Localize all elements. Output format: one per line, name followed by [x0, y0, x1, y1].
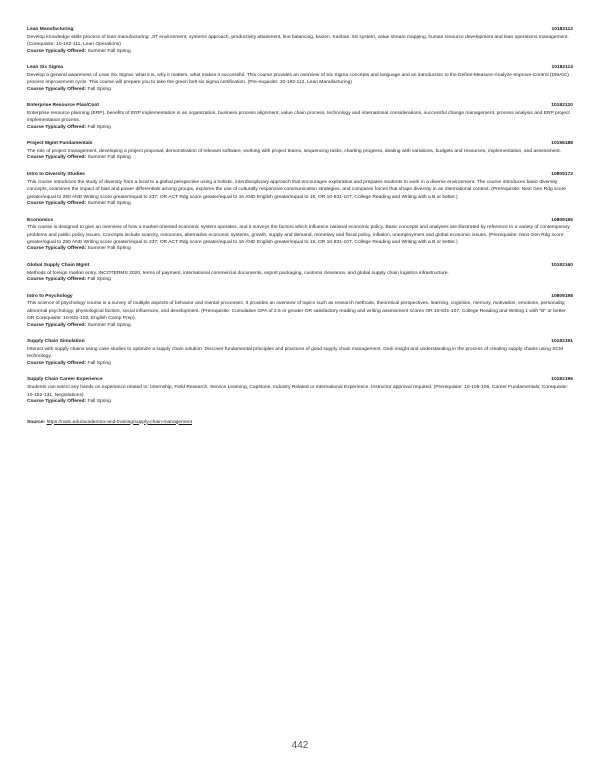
course-description: Enterprise resource planning (ERP), benefits of ERP implementation in an organization, business process alignment, value chain process, technology and international considerations, successful change management, process analysis and ERP project implementation process. [27, 110, 570, 124]
course-offered [27, 155, 573, 162]
offered-label: Course Typically Offered: [27, 398, 87, 404]
offered-label: Course Typically Offered: [27, 246, 87, 252]
course-offered [27, 125, 573, 132]
source-line [27, 420, 573, 427]
course-offered [27, 246, 573, 253]
offered-label: Course Typically Offered: [27, 86, 87, 92]
course-title: Enterprise Resource Plan/Cont [27, 103, 100, 109]
course-title: Intro to Diversity Studies [27, 172, 85, 178]
course-entry [27, 294, 573, 330]
course-entry [27, 377, 573, 405]
offered-terms: Summer Fall Spring [87, 246, 131, 252]
course-entry [27, 263, 573, 284]
offered-terms: Fall Spring [87, 86, 111, 92]
course-description: Develop knowledge skills process of lean manufacturing: JIT environment, systems approach, productivity attainment, line balancing, kaizen, Kanban. 5S system, value stream mapping, human resource development and lean operations management. (Corequisite: 10-182-111, Lean Operations) [27, 34, 569, 48]
course-code: 10182112 [551, 27, 573, 32]
course-entry [27, 27, 573, 55]
course-entry [27, 65, 573, 93]
course-code: 10809172 [551, 172, 573, 178]
offered-label: Course Typically Offered: [27, 124, 87, 130]
course-offered [27, 49, 573, 56]
course-title: Lean Manufacturing [27, 27, 74, 32]
offered-terms: Summer Fall Spring [87, 155, 131, 161]
course-description: Students can select any hands on experience related to: Internship, Field Research, Service Learning, Capstone, Industry Related or International Experience. Instructor approval required. (Prerequisite: 10-105-105, Career Fundamentals; Corequisite: 10-182-131, Negotiations) [27, 385, 568, 398]
course-entry [27, 141, 573, 162]
course-code: 10182196 [551, 377, 573, 383]
course-offered [27, 399, 573, 406]
offered-terms: Fall Spring [87, 124, 111, 130]
course-title: Intro to Psychology [27, 293, 73, 299]
offered-label: Course Typically Offered: [27, 360, 87, 366]
course-code: 10182191 [551, 339, 573, 345]
course-offered [27, 277, 573, 284]
course-title: Supply Chain Career Experience [27, 377, 103, 383]
course-entry [27, 103, 573, 131]
course-offered [27, 361, 573, 368]
source-link[interactable]: https://nwtc.edu/academics-and-training/supply-chain-management [46, 419, 193, 425]
course-offered [27, 201, 573, 208]
course-title: Economics [27, 217, 54, 223]
course-description: Develop a general awareness of Lean Six Sigma: what it is, why it matters, what makes it successful. This course provides an overview of Six Sigma concepts and language and an introduction to the Define-Measure-Analyze-Improve-Control (DMAIC) process improvement cycle. This course will prepare you to take the green belt six sigma certification. (Pre-requisite: 10-182-112, Lean Manufacturing) [27, 72, 569, 86]
offered-label: Course Typically Offered: [27, 200, 87, 206]
course-offered [27, 323, 573, 330]
course-title: Project Mgmt Fundamentals [27, 141, 93, 147]
course-description: Interact with supply chains using case studies to optimize a supply chain solution. Discover fundamental principles and practices of good supply chain management. Gain insight and understanding in the process of creating supply chains using SCM technology. [27, 346, 564, 360]
course-entry [27, 339, 573, 367]
page-number: 442 [291, 740, 309, 751]
offered-terms: Fall Spring [87, 398, 111, 404]
course-title: Lean Six Sigma [27, 65, 64, 71]
course-description: Methods of foreign market entry, INCOTERMS 2020, terms of payment, international commercial documents, export packaging, customs clearance, and global supply chain logistics infrastructure. [27, 270, 449, 276]
offered-terms: Summer Fall Spring [87, 322, 131, 328]
course-list [27, 27, 573, 426]
course-code: 10182114 [551, 65, 573, 71]
offered-terms: Fall Spring [87, 360, 111, 366]
course-description: This course is designed to give an overview of how a market-oriented economic system operates, and it surveys the factors which influence national economic policy. Basic concepts and analyses are illustrated by reference to a variety of contemporary problems and public policy issues. Concepts include scarcity, resources, alternative economic systems, growth, supply and demand, monetary and fiscal policy, inflation, unemployment and global economic issues. (Prerequisite: Next Gen Rdg score greater/equal to 250 AND Writing score greater/equal to 237; OR ACT Rdg score greater/equal to 16 AND English greater/equal to 15; OR 10-831-107, College Reading and Writing with a B or better.) [27, 225, 570, 246]
offered-terms: Summer Fall Spring [87, 200, 131, 206]
course-description: This science of psychology course is a survey of multiple aspects of behavior and mental processes. It provides an overview of topics such as research methods, theoretical perspectives, learning, cognition, memory, motivation, emotions, personality, abnormal psychology, physiological factors, social influences, and development. (Prerequisite: Cumulative GPA of 2.6 or greater OR satisfactory reading and writing assessment scores OR 10-831-107, College Reading and Writing 1 with "B" or better OR Corequisite: 10-831-102, English Comp Prep). [27, 301, 566, 322]
course-entry [27, 172, 573, 208]
offered-label: Course Typically Offered: [27, 155, 87, 161]
offered-terms: Summer Fall Spring [87, 48, 131, 54]
course-description: This course introduces the study of diversity from a local to a global perspective using a holistic, interdisciplinary approach that encourages exploration and prepares students to work in a diverse environment. The course introduces basic diversity concepts, examines the impact of bias and power differentials among groups, explores the use of culturally responsive communication strategies, and compares forces that shape diversity in an international context. (Prerequisite: Next Gen Rdg score greater/equal to 250 AND Writing score greater/equal to 237; OR ACT Rdg score greater/equal to 16 AND English greater/equal to 15; OR 10-831-107, College Reading and Writing with a B or better.) [27, 179, 566, 200]
source-label: Source: [27, 419, 46, 425]
course-code: 10182120 [551, 103, 573, 109]
course-code: 10196188 [551, 141, 573, 147]
offered-label: Course Typically Offered: [27, 48, 87, 54]
course-offered [27, 87, 573, 94]
offered-label: Course Typically Offered: [27, 277, 87, 283]
course-code: 10182160 [551, 263, 573, 269]
course-code: 10809198 [551, 293, 573, 299]
course-description: The role of project management, developing a project proposal, demonstration of relevant software, working with project teams, sequencing tasks, charting progress, dealing with variations, budgets and resources, implementation, and assessment. [27, 149, 561, 155]
course-title: Global Supply Chain Mgmt [27, 263, 90, 269]
course-code: 10809195 [551, 217, 573, 223]
course-title: Supply Chain Simulation [27, 339, 85, 345]
course-entry [27, 218, 573, 254]
offered-terms: Fall Spring [87, 277, 111, 283]
offered-label: Course Typically Offered: [27, 322, 87, 328]
